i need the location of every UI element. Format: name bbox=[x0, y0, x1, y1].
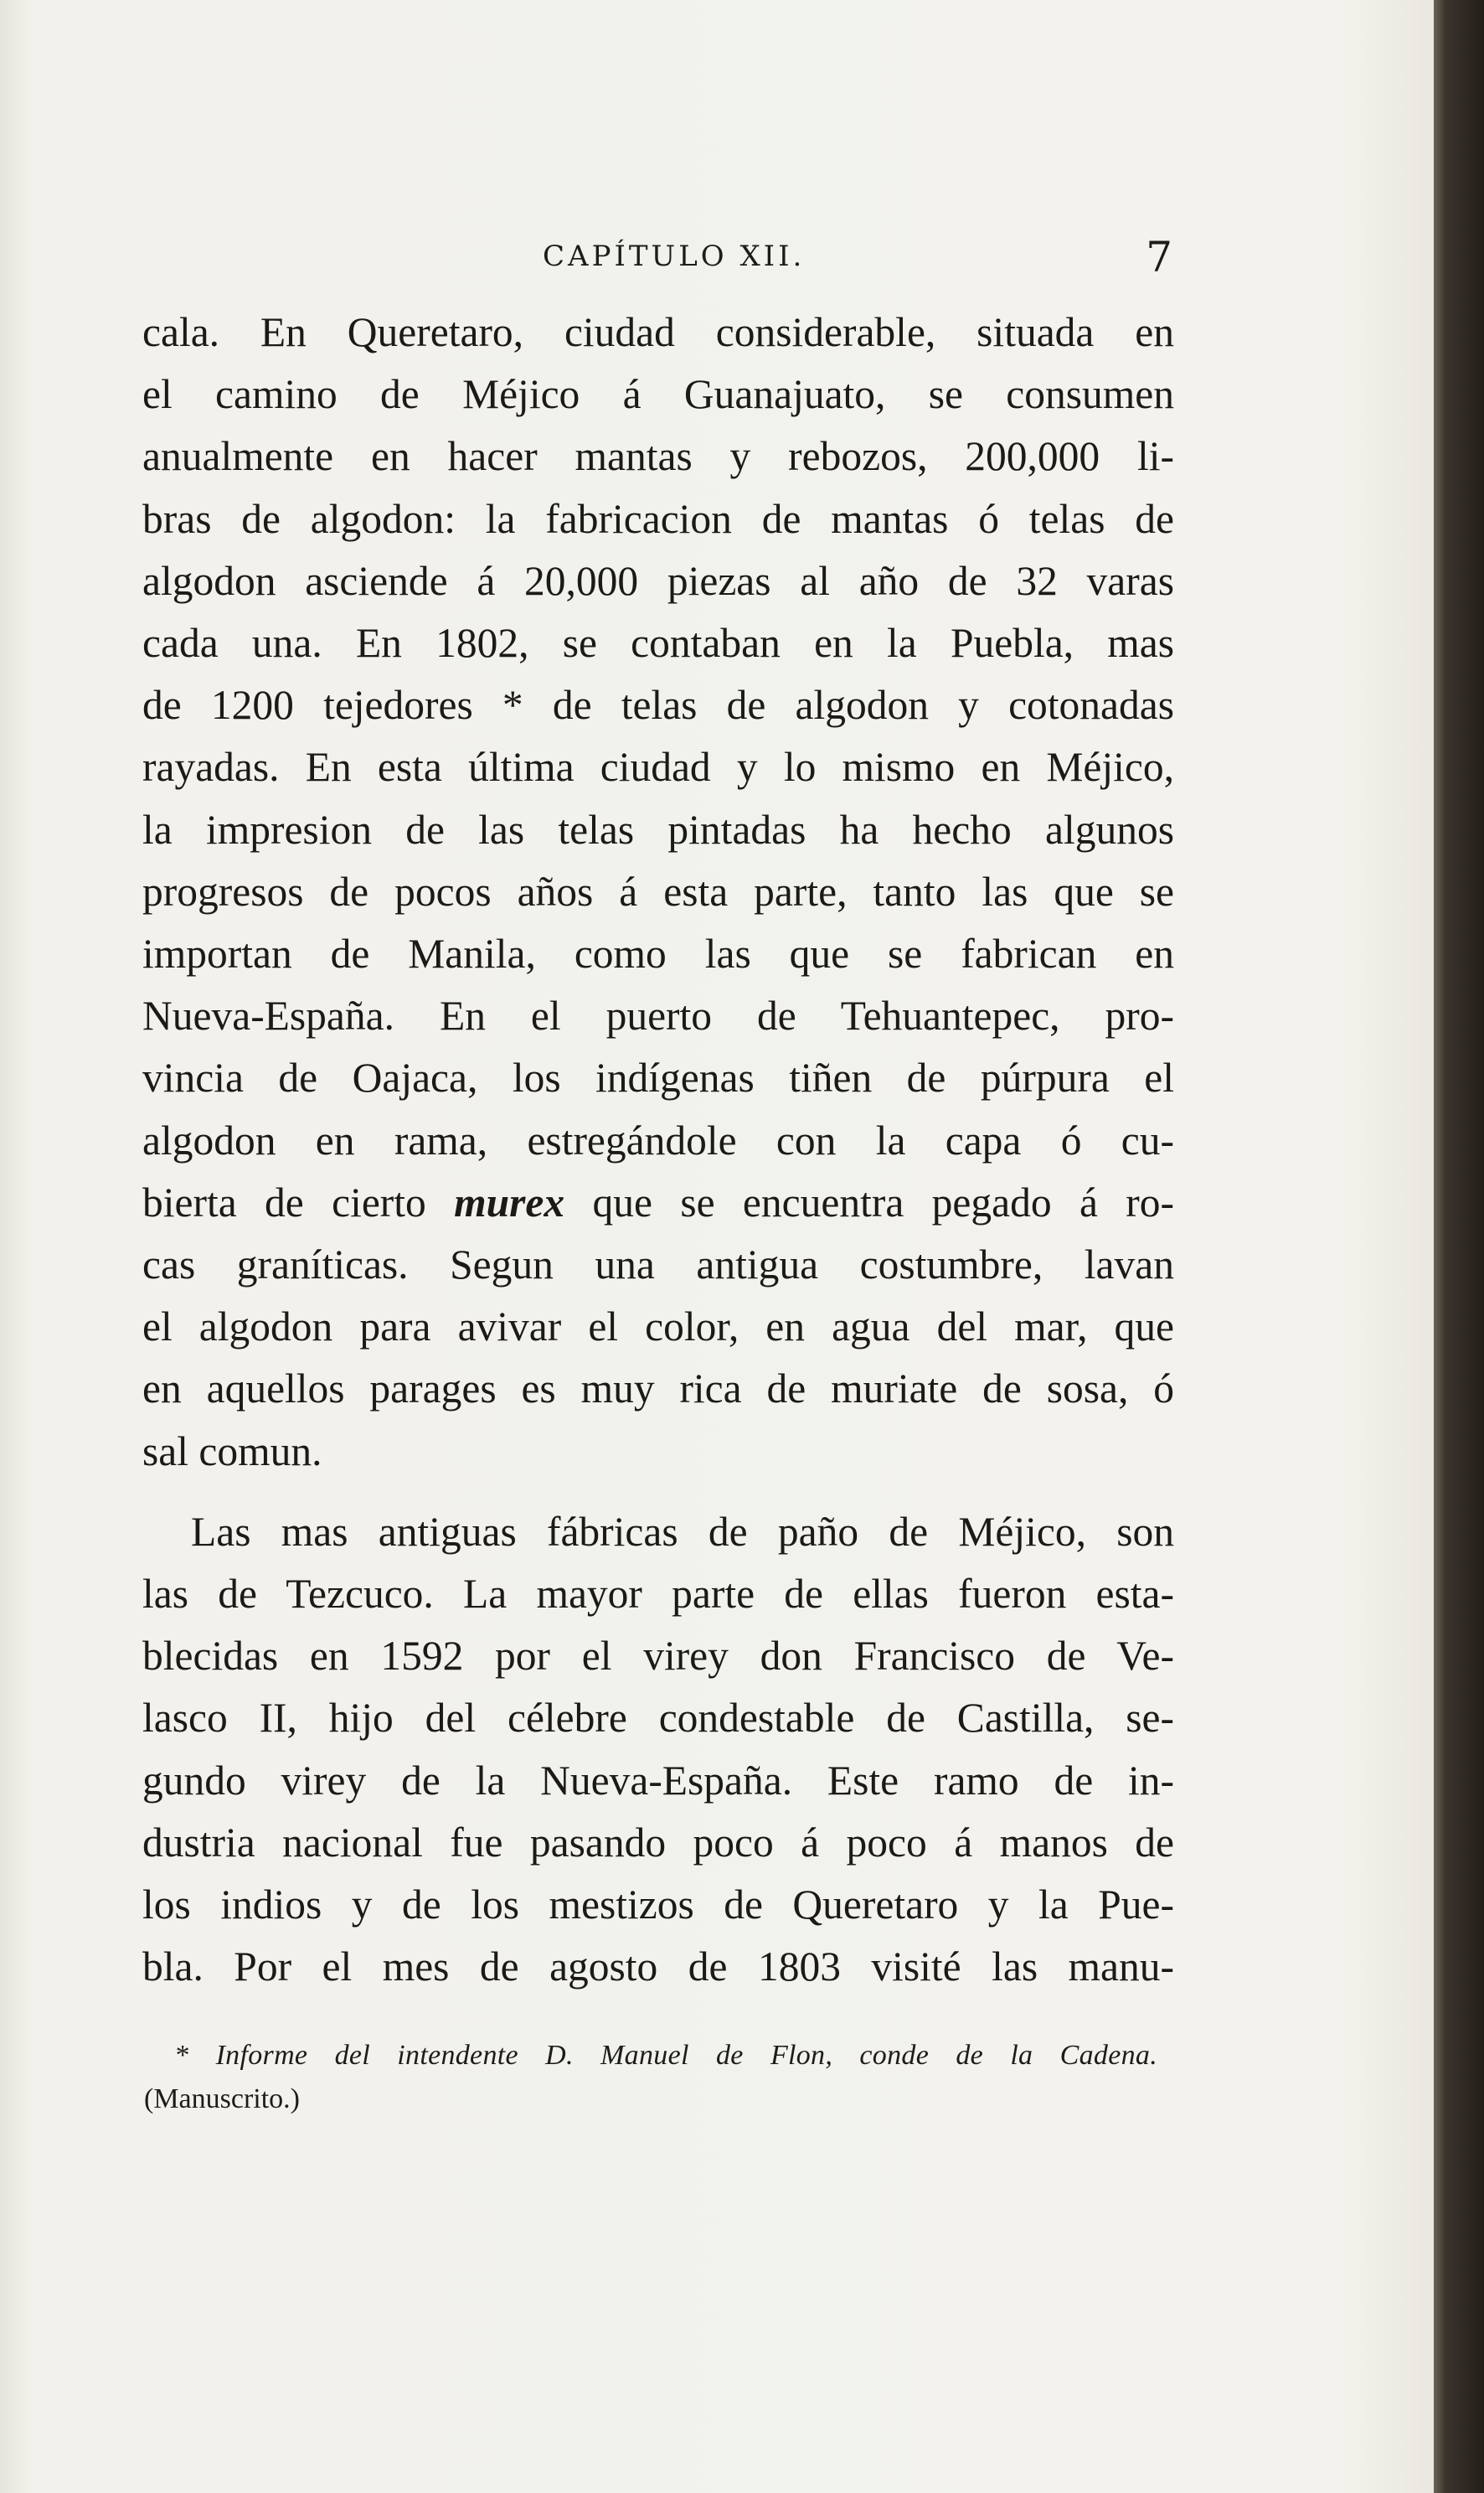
footnote-line: * Informe del intendente D. Manuel de Flon, conde de la Cadena. bbox=[174, 2040, 1157, 2071]
paragraph-1 bbox=[142, 302, 1174, 1483]
text-line: algodon asciende á 20,000 piezas al año de 32 varas bbox=[142, 557, 1174, 604]
footnote bbox=[144, 2034, 1157, 2121]
text-line: gundo virey de la Nueva-España. Este ramo de in- bbox=[142, 1757, 1174, 1804]
book-spine bbox=[1434, 0, 1484, 2493]
text-line: bla. Por el mes de agosto de 1803 visité las manu- bbox=[142, 1943, 1174, 1990]
text-line: en aquellos parages es muy rica de muriate de sosa, ó bbox=[142, 1365, 1174, 1412]
text-line: algodon en rama, estregándole con la capa ó cu- bbox=[142, 1117, 1174, 1164]
footnote-line: (Manuscrito.) bbox=[144, 2083, 301, 2114]
text-line: progresos de pocos años á esta parte, tanto las que se bbox=[142, 868, 1174, 915]
paragraph-gap bbox=[142, 1483, 1174, 1501]
italic-term: murex bbox=[454, 1179, 565, 1226]
text-line: lasco II, hijo del célebre condestable de Castilla, se- bbox=[142, 1695, 1174, 1742]
text-line: anualmente en hacer mantas y rebozos, 200,000 li- bbox=[142, 433, 1174, 480]
page-header bbox=[149, 233, 1172, 283]
text-line: los indios y de los mestizos de Queretaro y la Pue- bbox=[142, 1881, 1174, 1928]
running-head: CAPÍTULO XII. bbox=[543, 240, 806, 273]
text-line: Nueva-España. En el puerto de Tehuantepec, pro- bbox=[142, 993, 1174, 1040]
text-line: rayadas. En esta última ciudad y lo mismo en Méjico, bbox=[142, 744, 1174, 791]
text-line: cala. En Queretaro, ciudad considerable, situada en bbox=[142, 309, 1174, 355]
paragraph-2 bbox=[142, 1501, 1174, 1999]
text-line: el camino de Méjico á Guanajuato, se consumen bbox=[142, 371, 1174, 418]
text-line: importan de Manila, como las que se fabrican en bbox=[142, 931, 1174, 978]
text-line: dustria nacional fue pasando poco á poco á manos de bbox=[142, 1819, 1174, 1866]
text-line: la impresion de las telas pintadas ha hecho algunos bbox=[142, 806, 1174, 853]
text-line: cas graníticas. Segun una antigua costumbre, lavan bbox=[142, 1241, 1174, 1288]
page-number: 7 bbox=[1146, 233, 1172, 281]
text-line: de 1200 tejedores * de telas de algodon y cotonadas bbox=[142, 682, 1174, 729]
text-line: bras de algodon: la fabricacion de mantas ó telas de bbox=[142, 495, 1174, 542]
text-segment: que se encuentra pegado á ro- bbox=[564, 1179, 1174, 1226]
text-line: Las mas antiguas fábricas de paño de Méjico, son bbox=[191, 1508, 1174, 1555]
text-line: vincia de Oajaca, los indígenas tiñen de púrpura el bbox=[142, 1055, 1174, 1102]
text-line: sal comun. bbox=[142, 1427, 322, 1474]
body-text bbox=[142, 302, 1174, 1998]
text-line: blecidas en 1592 por el virey don Francisco de Ve- bbox=[142, 1633, 1174, 1680]
text-line: cada una. En 1802, se contaban en la Puebla, mas bbox=[142, 620, 1174, 667]
text-line: el algodon para avivar el color, en agua del mar, que bbox=[142, 1303, 1174, 1350]
text-line: las de Tezcuco. La mayor parte de ellas fueron esta- bbox=[142, 1571, 1174, 1618]
text-line-murex bbox=[142, 1172, 1174, 1234]
text-segment: bierta de cierto bbox=[142, 1179, 455, 1226]
